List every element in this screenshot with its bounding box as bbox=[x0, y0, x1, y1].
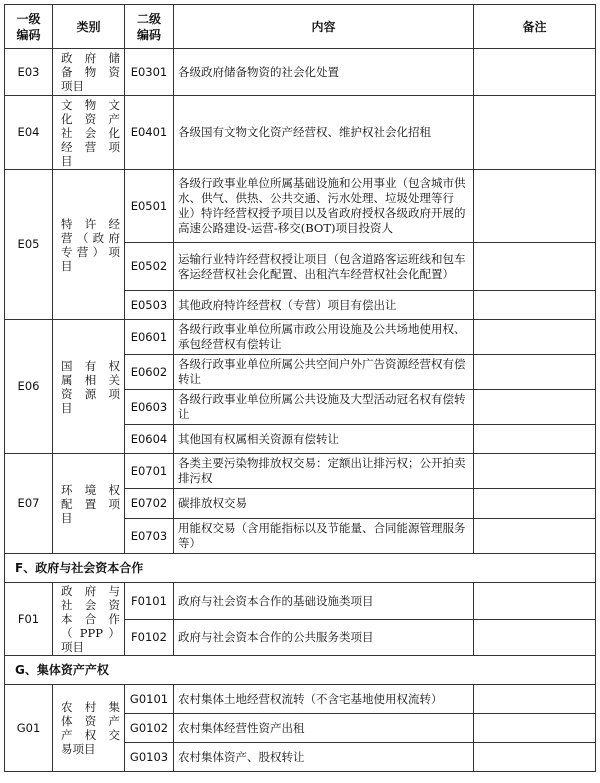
header-level1-code: 一级 编码 bbox=[5, 5, 53, 49]
content-cell: 政府与社会资本合作的基础设施类项目 bbox=[174, 583, 474, 620]
content-cell: 各级行政事业单位所属公共设施及大型活动冠名权有偿转让 bbox=[174, 390, 474, 425]
asset-classification-table-wrapper bbox=[4, 4, 595, 772]
content-cell: 各级行政事业单位所属基础设施和公用事业（包含城市供水、供气、供热、公共交通、污水处理、垃圾处理等行业）特许经营权授予项目以及省政府授权各级政府开展的高速公路建设-运营-移交(BOT)项目投资人 bbox=[174, 170, 474, 243]
category-line: 环 境 权 bbox=[61, 482, 120, 497]
category-line: 易项目 bbox=[61, 742, 96, 756]
remark-cell bbox=[474, 489, 596, 519]
category-cell bbox=[53, 685, 125, 772]
remark-cell bbox=[474, 620, 596, 656]
category-line: 备 物 资 bbox=[61, 65, 120, 79]
level2-code: E0703 bbox=[125, 519, 174, 554]
asset-classification-table bbox=[4, 4, 596, 772]
category-cell bbox=[53, 583, 125, 656]
level2-code: E0601 bbox=[125, 320, 174, 355]
content-cell: 运输行业特许经营权授让项目（包含道路客运班线和包车客运经营权社会化配置、出租汽车经营权社会化配置） bbox=[174, 243, 474, 291]
remark-cell bbox=[474, 519, 596, 554]
section-row bbox=[5, 554, 596, 583]
category-line: 化 资 产 bbox=[61, 111, 120, 126]
level1-code: E05 bbox=[5, 170, 53, 320]
content-cell: 碳排放权交易 bbox=[174, 489, 474, 519]
remark-cell bbox=[474, 685, 596, 714]
content-cell: 各类主要污染物排放权交易：定额出让排污权；公开拍卖排污权 bbox=[174, 454, 474, 489]
header-content: 内容 bbox=[174, 5, 474, 49]
category-line: 产 权 交 bbox=[61, 728, 120, 742]
remark-cell bbox=[474, 583, 596, 620]
remark-cell bbox=[474, 355, 596, 390]
content-cell: 各级行政事业单位所属市政公用设施及公共场地使用权、承包经营权有偿转让 bbox=[174, 320, 474, 355]
level1-code: E07 bbox=[5, 454, 53, 554]
level2-code: F0102 bbox=[125, 620, 174, 656]
content-cell: 各级国有文物文化资产经营权、维护权社会化招租 bbox=[174, 96, 474, 170]
category-line: 目 bbox=[61, 400, 73, 415]
category-line: 社 会 化 bbox=[61, 125, 120, 140]
category-line: 营（政府 bbox=[61, 230, 120, 245]
category-line: 目 bbox=[61, 510, 73, 525]
remark-cell bbox=[474, 743, 596, 772]
section-row bbox=[5, 656, 596, 685]
content-cell: 各级行政事业单位所属公共空间户外广告资源经营权有偿转让 bbox=[174, 355, 474, 390]
remark-cell bbox=[474, 320, 596, 355]
table-row bbox=[5, 583, 596, 620]
level1-code: F01 bbox=[5, 583, 53, 656]
header-remark: 备注 bbox=[474, 5, 596, 49]
section-heading-g: G、集体资产产权 bbox=[5, 656, 596, 685]
content-cell: 用能权交易（含用能指标以及节能量、合同能源管理服务等） bbox=[174, 519, 474, 554]
category-line: 项目 bbox=[61, 79, 84, 93]
category-cell bbox=[53, 96, 125, 170]
level1-code: E04 bbox=[5, 96, 53, 170]
category-line: 农 村 集 bbox=[61, 700, 120, 714]
remark-cell bbox=[474, 425, 596, 454]
remark-cell bbox=[474, 243, 596, 291]
category-line: 体 资 产 bbox=[61, 714, 120, 728]
table-row bbox=[5, 454, 596, 489]
category-cell bbox=[53, 454, 125, 554]
header-level2-code: 二级 编码 bbox=[125, 5, 174, 49]
section-heading-f: F、政府与社会资本合作 bbox=[5, 554, 596, 583]
content-cell: 政府与社会资本合作的公共服务类项目 bbox=[174, 620, 474, 656]
level2-code: E0604 bbox=[125, 425, 174, 454]
level2-code: E0502 bbox=[125, 243, 174, 291]
category-cell bbox=[53, 320, 125, 454]
level1-code: G01 bbox=[5, 685, 53, 772]
category-line: 国 有 权 bbox=[61, 358, 120, 373]
category-line: 目 bbox=[61, 258, 73, 273]
remark-cell bbox=[474, 96, 596, 170]
category-line: 本 合 作 bbox=[61, 612, 120, 626]
category-line: 经 营 项 bbox=[61, 139, 120, 154]
category-line: 专营）项 bbox=[61, 244, 120, 259]
level1-code: E03 bbox=[5, 49, 53, 96]
header-category: 类别 bbox=[53, 5, 125, 49]
category-cell bbox=[53, 170, 125, 320]
category-line: （ PPP ） bbox=[61, 626, 120, 640]
header-row bbox=[5, 5, 596, 49]
table-row bbox=[5, 170, 596, 243]
level2-code: E0501 bbox=[125, 170, 174, 243]
category-line: 项目 bbox=[61, 640, 84, 654]
level2-code: E0702 bbox=[125, 489, 174, 519]
category-line: 目 bbox=[61, 153, 73, 168]
remark-cell bbox=[474, 170, 596, 243]
table-row bbox=[5, 320, 596, 355]
category-line: 特 许 经 bbox=[61, 216, 120, 231]
level2-code: E0701 bbox=[125, 454, 174, 489]
content-cell: 农村集体土地经营权流转（不含宅基地使用权流转） bbox=[174, 685, 474, 714]
content-cell: 农村集体经营性资产出租 bbox=[174, 714, 474, 743]
table-row bbox=[5, 96, 596, 170]
remark-cell bbox=[474, 454, 596, 489]
content-cell: 其他国有权属相关资源有偿转让 bbox=[174, 425, 474, 454]
level2-code: G0101 bbox=[125, 685, 174, 714]
remark-cell bbox=[474, 291, 596, 320]
level2-code: F0101 bbox=[125, 583, 174, 620]
content-cell: 各级政府储备物资的社会化处置 bbox=[174, 49, 474, 96]
category-line: 社 会 资 bbox=[61, 598, 120, 612]
remark-cell bbox=[474, 714, 596, 743]
level2-code: E0503 bbox=[125, 291, 174, 320]
category-line: 政 府 与 bbox=[61, 584, 120, 598]
category-line: 资 源 项 bbox=[61, 386, 120, 401]
level2-code: E0301 bbox=[125, 49, 174, 96]
level2-code: G0102 bbox=[125, 714, 174, 743]
category-line: 文 物 文 bbox=[61, 97, 120, 112]
category-line: 配 置 项 bbox=[61, 496, 120, 511]
category-line: 属 相 关 bbox=[61, 372, 120, 387]
content-cell: 农村集体资产、股权转让 bbox=[174, 743, 474, 772]
level2-code: E0602 bbox=[125, 355, 174, 390]
remark-cell bbox=[474, 390, 596, 425]
table-row bbox=[5, 49, 596, 96]
level2-code: G0103 bbox=[125, 743, 174, 772]
table-row bbox=[5, 685, 596, 714]
level1-code: E06 bbox=[5, 320, 53, 454]
content-cell: 其他政府特许经营权（专营）项目有偿出让 bbox=[174, 291, 474, 320]
level2-code: E0603 bbox=[125, 390, 174, 425]
remark-cell bbox=[474, 49, 596, 96]
level2-code: E0401 bbox=[125, 96, 174, 170]
category-cell bbox=[53, 49, 125, 96]
category-line: 政 府 储 bbox=[61, 51, 120, 65]
